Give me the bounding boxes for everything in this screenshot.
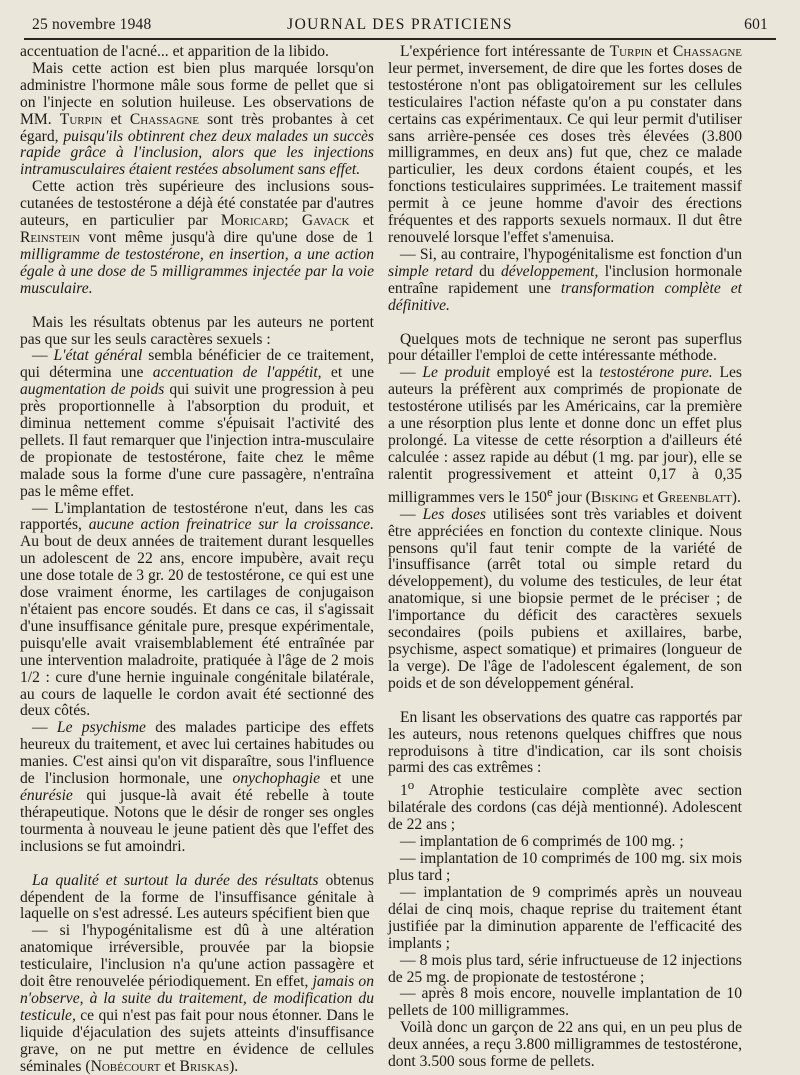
paragraph: — L'implantation de testostérone n'eut, dans les cas rapportés, aucune action freinatrice sur la croissance. Au bout de deux années de traitement durant lesquelles un adolescent de 22 ans, encore impubère, avait reçu une dose totale de 3 gr. 20 de testostérone, ce qui est une dose vraiment énorme, les cartilages de conjugaison n'étaient pas encore soudés. Et dans ce cas, il s'agissait d'une insuffisance génitale pure, presque expérimentale, puisqu'elle avait vraisemblablement été entraînée par une intervention maladroite, pratiquée à l'âge de 2 mois 1/2 : cure d'une hernie inguinale congénitale bilatérale, au cours de laquelle le cordon avait été sectionné des deux côtés. — [20, 499, 374, 720]
paragraph: Quelques mots de technique ne seront pas superflus pour détailler l'emploi de cette intéressante méthode. — [388, 330, 742, 365]
right-column — [388, 44, 742, 1071]
paragraph: — Les doses utilisées sont très variables et doivent être appréciées en fonction du contexte clinique. Nous pensons qu'il faut tenir compte de la variété de l'insuffisance (arrêt total ou simple retard du développement), du volume des testicules, de leur état anatomique, si une biopsie permet de le préciser ; de l'importance du déficit des caractères sexuels secondaires (poils pubiens et axillaires, barbe, psychisme, aspect somatique) et primaires (longueur de la verge). De l'âge de l'adolescent également, de son poids et de son développement général. — [388, 505, 743, 692]
paragraph: — Le psychisme des malades participe des effets heureux du traitement, et avec lui certaines habitudes ou manies. C'est ainsi qu'on vit disparaître, sous l'influence de l'inclusion hormonale, une onychophagie et une énurésie qui jusque-là avait été rebelle à toute thérapeutique. Notons que le désir de ronger ses ongles tourmenta à nouveau le jeune patient dès que l'effet des inclusions se fut amoindri. — [20, 719, 374, 855]
journal-title: JOURNAL DES PRATICIENS — [287, 16, 513, 33]
paragraph: L'expérience fort intéressante de Turpin et Chassagne leur permet, inversement, de dire que les fortes doses de testostérone n'ont pas obligatoirement sur les cellules testiculaires l'action néfaste qu'on a pu constater dans certains cas expérimentaux. Ce qui leur permit d'utiliser sans arrière-pensée ces doses très élevées (3.800 milligrammes, en deux ans) fut que, chez ce malade particulier, les deux cordons étaient coupés, et les fonctions testiculaires supprimées. Le traitement massif permit à ce jeune homme d'avoir des érections fréquentes et des rapports sexuels normaux. Il dut être renouvelé lorsque l'effet s'amenuisa. — [388, 43, 742, 246]
paragraph: — 8 mois plus tard, série infructueuse de 12 injections de 25 mg. de propionate de testostérone ; — [388, 951, 742, 986]
paragraph: Mais cette action est bien plus marquée lorsqu'on administre l'hormone mâle sous forme de pellet que si on l'injecte en solution huileuse. Les observations de MM. Turpin et Chassagne sont très probantes à cet égard, puisqu'ils obtinrent chez deux malades un succès rapide grâce à l'inclusion, alors que les injections intramusculaires étaient restées absolument sans effet. — [20, 59, 374, 179]
paragraph: — Si, au contraire, l'hypogénitalisme est fonction d'un simple retard du développement, l'inclusion hormonale entraîne rapidement une transformation complète et définitive. — [388, 245, 742, 314]
paragraph: Cette action très supérieure des inclusions sous-cutanées de testostérone a déjà été constatée par d'autres auteurs, en particulier par Moricard; Gavack et Reinstein vont même jusqu'à dire qu'une dose de 1 milligramme de testostérone, en insertion, a une action égale à une dose de 5 milligrammes injectée par la voie musculaire. — [20, 178, 375, 297]
paragraph: Mais les résultats obtenus par les auteurs ne portent pas que sur les seuls caractères sexuels : — [20, 313, 374, 348]
running-header — [24, 10, 776, 38]
paragraph: La qualité et surtout la durée des résultats obtenus dépendent de la forme de l'insuffisance génitale à laquelle on s'est adressé. Les auteurs spécifient bien que — [20, 871, 374, 923]
paragraph: — L'état général sembla bénéficier de ce traitement, qui détermina une accentuation de l'appétit, et une augmentation de poids qui suivit une progression à peu près proportionnelle à l'absorption du produit, et diminua nettement comme s'épuisait l'activité des pellets. Il faut remarquer que l'injection intra-musculaire de propionate de testostérone, faite chez le même malade sous la forme d'une cure passagère, n'entraîna pas le même effet. — [20, 347, 375, 500]
paragraph: Voilà donc un garçon de 22 ans qui, en un peu plus de deux années, a reçu 3.800 milligrammes de testostérone, dont 3.500 sous forme de pellets. — [388, 1019, 742, 1071]
paragraph: 1$^o$ Atrophie testiculaire complète avec section bilatérale des cordons (cas déjà mentionné). Adolescent de 22 ans ; — [388, 777, 742, 834]
paragraph: — si l'hypogénitalisme est dû à une altération anatomique irréversible, prouvée par la biopsie testiculaire, l'inclusion n'a qu'une action passagère et doit être renouvelée périodiquement. En effet, jamais on n'observe, à la suite du traitement, de modification du testicule, ce qui n'est pas fait pour nous étonner. Dans le liquide d'éjaculation des sujets atteints d'insuffisance grave, on ne put mettre en évidence de cellules séminales (Nobécourt et Briskas). — [20, 922, 374, 1075]
header-date: 25 novembre 1948 — [32, 16, 152, 33]
paragraph: — implantation de 10 comprimés de 100 mg. six mois plus tard ; — [388, 850, 742, 885]
paragraph: accentuation de l'acné... et apparition de la libido. — [20, 43, 329, 60]
left-column — [20, 44, 374, 1075]
paragraph: — implantation de 9 comprimés après un nouveau délai de cinq mois, chaque reprise du traitement étant justifiée par la diminution apparente de l'efficacité des implants ; — [388, 883, 742, 952]
paragraph: — implantation de 6 comprimés de 100 mg. ; — [400, 833, 684, 851]
page-number: 601 — [744, 16, 768, 33]
paragraph: — après 8 mois encore, nouvelle implantation de 10 pellets de 100 milligrammes. — [388, 985, 742, 1020]
paragraph: — Le produit employé est la testostérone pure. Les auteurs la préfèrent aux comprimés de propionate de testostérone utilisés par les Américains, car la première a une résorption plus lente et donne donc un effet plus prolongé. La vitesse de cette résorption a d'ailleurs été calculée : assez rapide au début (1 mg. par jour), elle se ralentit progressivement et atteint 0,17 à 0,35 milligrammes vers le 150e jour (Bisking et Greenblatt). — [388, 364, 742, 506]
header-rule — [24, 38, 776, 40]
paragraph: En lisant les observations des quatre cas rapportés par les auteurs, nous retenons quelques chiffres que nous reproduisons à titre d'indication, car ils sont choisis parmi des cas extrêmes : — [388, 708, 742, 777]
